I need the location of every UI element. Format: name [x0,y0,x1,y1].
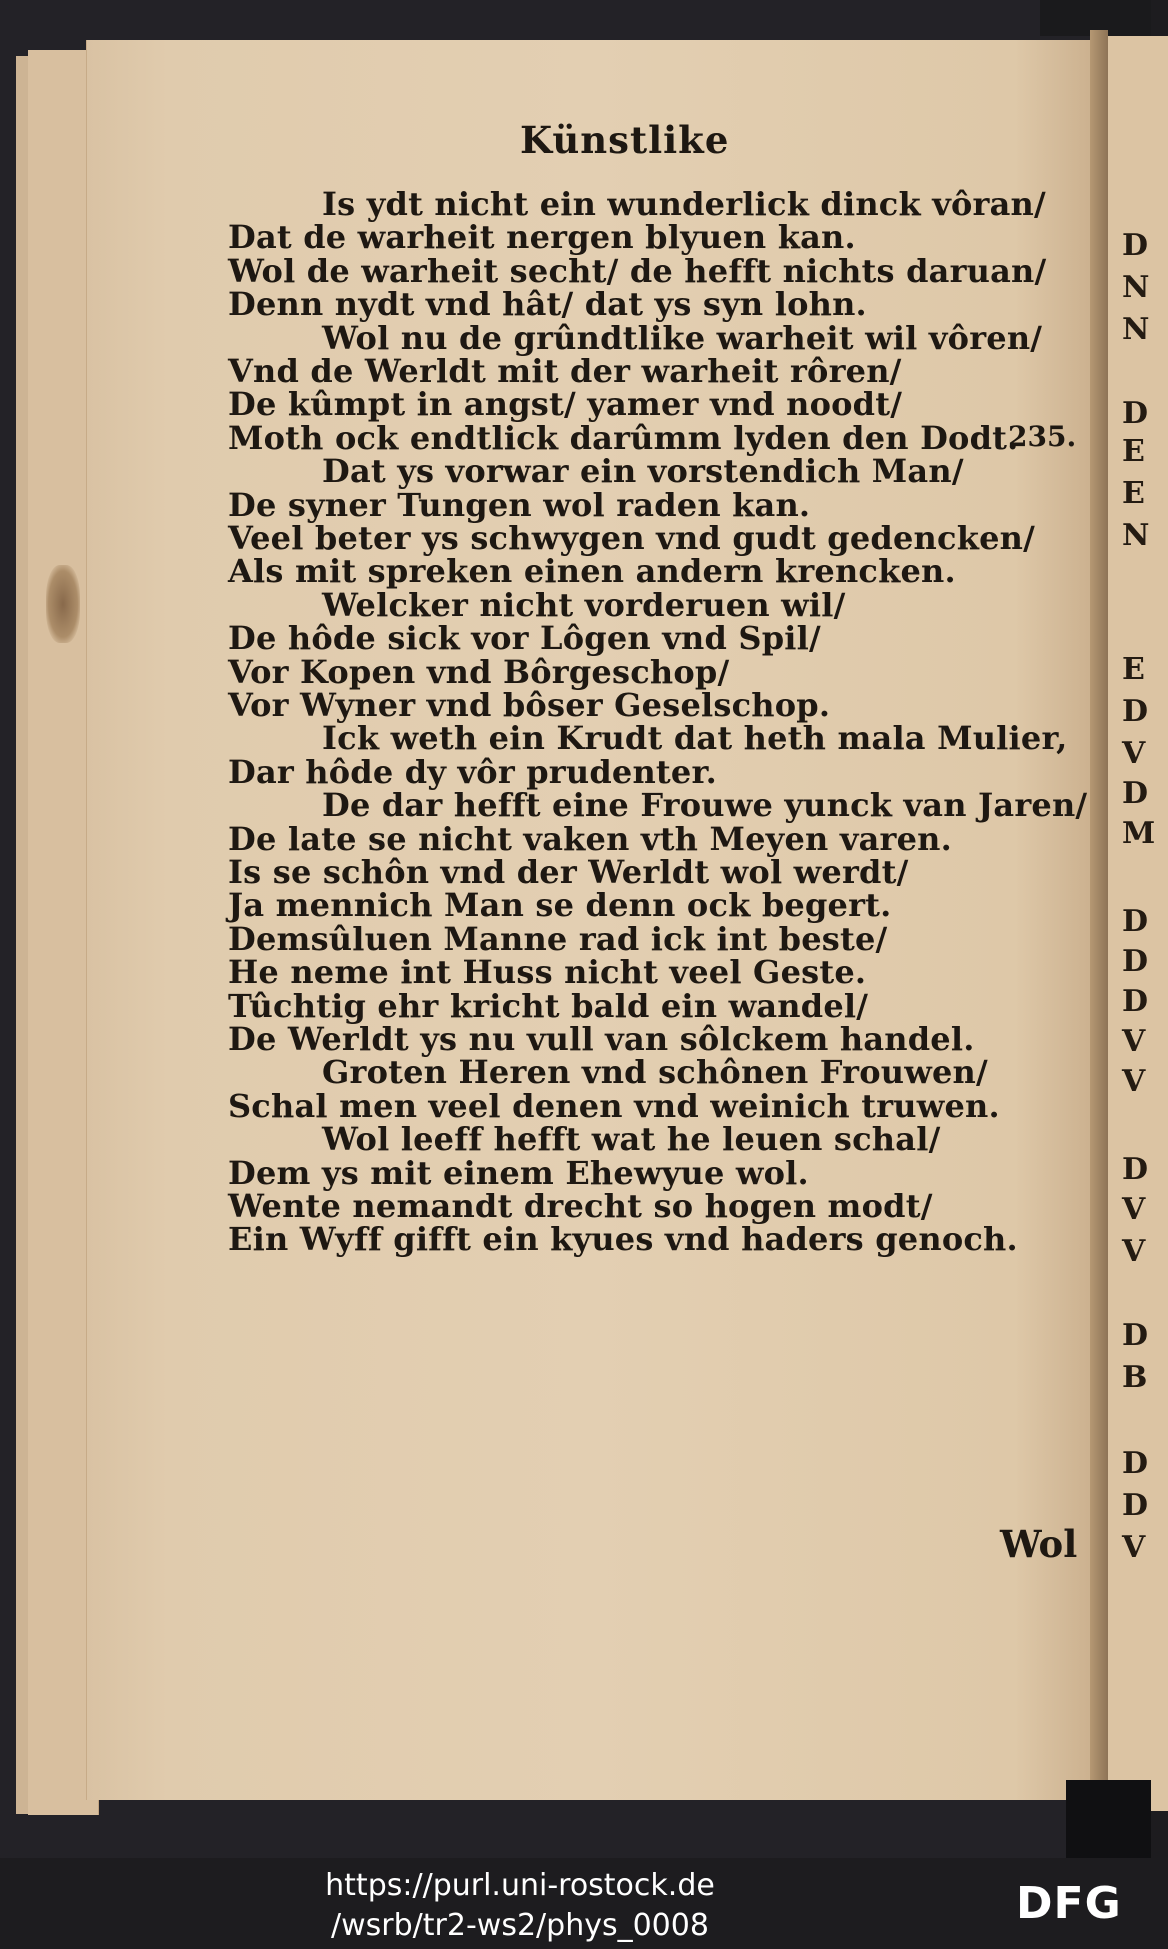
verse-line: Dar hôde dy vôr prudenter. [228,752,717,791]
verse-line: Moth ock endtlick darûmm lyden den Dodt. [228,418,1019,457]
verse-line: De syner Tungen wol raden kan. [228,485,811,524]
book-gutter [1090,30,1108,1815]
verse-line: Ick weth ein Krudt dat heth mala Mulier, [322,719,1068,758]
verse-line: Demsûluen Manne rad ick int beste/ [228,919,888,958]
facing-page-initial: D [1122,396,1149,431]
verse-line: Is se schôn vnd der Werldt wol werdt/ [228,853,909,891]
facing-page-initial: D [1122,228,1149,263]
facing-page-initial: V [1122,1234,1146,1269]
permalink[interactable] [310,1866,730,1946]
facing-page-initial: N [1122,518,1150,553]
verse-line: De kûmpt in angst/ yamer vnd noodt/ [228,385,903,424]
margin-number: 235. [1008,419,1077,453]
facing-page-initial: V [1122,1064,1146,1099]
verse-line: De late se nicht vaken vth Meyen varen. [228,819,952,858]
facing-page-initial: E [1122,476,1145,511]
facing-page-initial: N [1122,270,1150,305]
verse-line: Vor Wyner vnd bôser Geselschop. [228,686,831,724]
verse-line: Welcker nicht vorderuen wil/ [322,585,846,624]
facing-page-initial: D [1122,1488,1149,1523]
verse-line: De hôde sick vor Lôgen vnd Spil/ [228,619,821,658]
verse-line: Groten Heren vnd schônen Frouwen/ [322,1053,988,1092]
verse-line: He neme int Huss nicht veel Geste. [228,953,867,992]
verse-line: Dat de warheit nergen blyuen kan. [228,218,856,257]
facing-page-initial: M [1122,816,1156,851]
verse-line: Vor Kopen vnd Bôrgeschop/ [228,652,730,691]
verse-line: Vnd de Werldt mit der warheit rôren/ [228,352,902,390]
verse-line: Veel beter ys schwygen vnd gudt gedencken/ [228,519,1035,557]
verse-line: Dat ys vorwar ein vorstendich Man/ [322,452,964,491]
facing-page-initial: V [1122,1192,1146,1227]
verse-line: Ein Wyff gifft ein kyues vnd haders genoch. [228,1220,1018,1259]
verse-line: Wol de warheit secht/ de hefft nichts daruan/ [228,251,1047,290]
verse-line: Tûchtig ehr kricht bald ein wandel/ [228,986,869,1025]
verse-line: Wol leeff hefft wat he leuen schal/ [322,1120,941,1159]
facing-page-initial: D [1122,694,1149,729]
facing-page-initial: V [1122,1024,1146,1059]
facing-page-initial: D [1122,904,1149,939]
paper-stain [46,565,80,643]
facing-page-initial: D [1122,1446,1149,1481]
verse-line: De dar hefft eine Frouwe yunck van Jaren/ [322,786,1088,825]
verse-line: Ja mennich Man se denn ock begert. [228,886,892,925]
facing-page-initial: D [1122,776,1149,811]
verse-line: Als mit spreken einen andern krencken. [228,552,956,591]
facing-page-initial: D [1122,984,1149,1019]
facing-page-initial: D [1122,1318,1149,1353]
page-title: Künstlike [520,118,730,162]
verse-line: Wol nu de grûndtlike warheit wil vôren/ [322,318,1043,357]
facing-page-initial: B [1122,1360,1148,1395]
verse-line: Is ydt nicht ein wunderlick dinck vôran/ [322,185,1046,223]
dark-corner [1066,1780,1151,1858]
dfg-logo: DFG [1016,1878,1122,1929]
verse-line: Denn nydt vnd hât/ dat ys syn lohn. [228,285,867,324]
verse-line: Wente nemandt drecht so hogen modt/ [228,1187,933,1225]
facing-page-initial: N [1122,312,1150,347]
facing-page-initial: E [1122,652,1145,687]
catchword: Wol [1000,1522,1078,1566]
verse-line: Schal men veel denen vnd weinich truwen. [228,1086,1000,1125]
facing-page-initial: E [1122,434,1145,469]
facing-page-initial: D [1122,944,1149,979]
facing-page-initial: V [1122,1530,1146,1565]
verse-line: De Werldt ys nu vull van sôlckem handel. [228,1020,975,1058]
facing-page-initial: D [1122,1152,1149,1187]
permalink-line-1: https://purl.uni-rostock.de [325,1868,715,1903]
permalink-line-2: /wsrb/tr2-ws2/phys_0008 [331,1908,709,1943]
facing-page-initial: V [1122,736,1146,771]
verse-line: Dem ys mit einem Ehewyue wol. [228,1153,809,1192]
